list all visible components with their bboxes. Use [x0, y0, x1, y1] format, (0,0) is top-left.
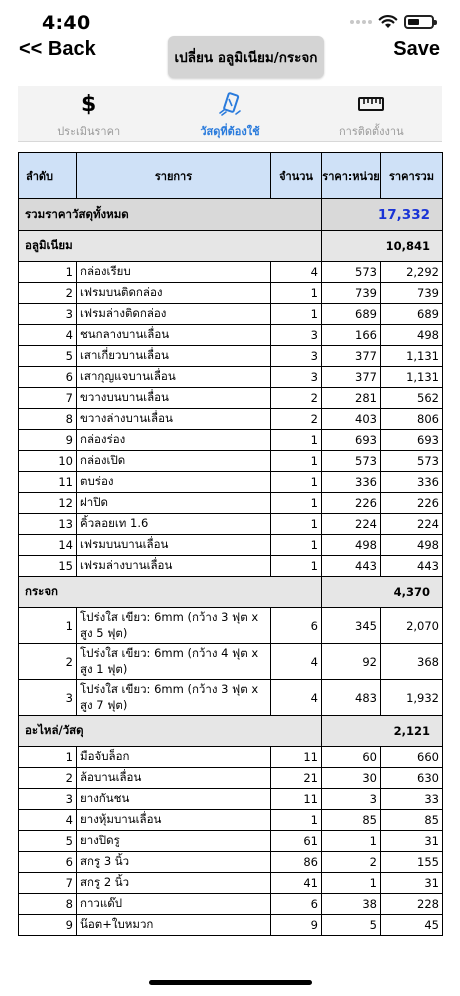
row-total: 1,932: [381, 680, 443, 716]
table-row[interactable]: [19, 304, 443, 325]
row-qty: 2: [271, 388, 322, 409]
row-qty: 1: [271, 304, 322, 325]
grand-total-label: รวมราคาวัสดุทั้งหมด: [19, 199, 322, 231]
row-qty: 4: [271, 262, 322, 283]
table-row[interactable]: [19, 262, 443, 283]
row-total: 155: [381, 852, 443, 873]
section-row: [19, 231, 443, 262]
table-row[interactable]: [19, 768, 443, 789]
row-total: 224: [381, 514, 443, 535]
row-item-name: กาวแด๊ป: [77, 894, 271, 915]
row-unit-price: 60: [322, 747, 381, 768]
row-number: 3: [19, 789, 77, 810]
row-qty: 1: [271, 283, 322, 304]
row-qty: 4: [271, 644, 322, 680]
table-row[interactable]: [19, 556, 443, 577]
row-item-name: ล้อบานเลื่อน: [77, 768, 271, 789]
battery-icon: [404, 15, 434, 29]
header-no: ลำดับ: [19, 153, 77, 199]
row-item-name: กล่องร่อง: [77, 430, 271, 451]
row-number: 7: [19, 873, 77, 894]
row-qty: 1: [271, 556, 322, 577]
row-unit-price: 345: [322, 608, 381, 644]
header-unit-price: ราคา:หน่วย: [322, 153, 381, 199]
row-total: 573: [381, 451, 443, 472]
nav-bar: [0, 34, 460, 80]
row-item-name: ยางปิดรู: [77, 831, 271, 852]
signal-icon: [350, 20, 372, 24]
table-row[interactable]: [19, 283, 443, 304]
row-unit-price: 573: [322, 262, 381, 283]
row-number: 1: [19, 747, 77, 768]
row-total: 1,131: [381, 367, 443, 388]
table-row[interactable]: [19, 346, 443, 367]
row-qty: 2: [271, 409, 322, 430]
tab-installation[interactable]: [301, 86, 442, 141]
table-row[interactable]: [19, 430, 443, 451]
row-number: 3: [19, 304, 77, 325]
row-unit-price: 5: [322, 915, 381, 936]
section-name: อลูมิเนียม: [19, 231, 322, 262]
row-total: 630: [381, 768, 443, 789]
tab-label: การติดตั้งงาน: [339, 125, 404, 138]
row-number: 8: [19, 409, 77, 430]
grand-total-row: [19, 199, 443, 231]
table-header-row: [19, 153, 443, 199]
row-number: 6: [19, 367, 77, 388]
row-unit-price: 336: [322, 472, 381, 493]
row-item-name: เสากุญแจบานเลื่อน: [77, 367, 271, 388]
row-number: 4: [19, 325, 77, 346]
row-item-name: เฟรมบนติดกล่อง: [77, 283, 271, 304]
row-qty: 3: [271, 367, 322, 388]
back-button[interactable]: << Back: [19, 38, 96, 60]
row-number: 1: [19, 608, 77, 644]
table-row[interactable]: [19, 915, 443, 936]
row-item-name: ชนกลางบานเลื่อน: [77, 325, 271, 346]
row-item-name: มือจับล็อก: [77, 747, 271, 768]
wifi-icon: [378, 14, 398, 29]
tab-required-materials[interactable]: [159, 86, 300, 141]
row-number: 10: [19, 451, 77, 472]
row-item-name: ฝาปิด: [77, 493, 271, 514]
row-qty: 9: [271, 915, 322, 936]
row-number: 2: [19, 644, 77, 680]
row-total: 336: [381, 472, 443, 493]
row-number: 1: [19, 262, 77, 283]
row-number: 6: [19, 852, 77, 873]
row-qty: 41: [271, 873, 322, 894]
row-total: 689: [381, 304, 443, 325]
row-unit-price: 498: [322, 535, 381, 556]
row-item-name: ยางกันชน: [77, 789, 271, 810]
row-item-name: ขวางบนบานเลื่อน: [77, 388, 271, 409]
row-number: 7: [19, 388, 77, 409]
row-qty: 86: [271, 852, 322, 873]
row-number: 4: [19, 810, 77, 831]
row-qty: 11: [271, 789, 322, 810]
row-qty: 1: [271, 514, 322, 535]
row-unit-price: 689: [322, 304, 381, 325]
row-number: 3: [19, 680, 77, 716]
row-total: 498: [381, 325, 443, 346]
row-unit-price: 403: [322, 409, 381, 430]
row-item-name: เฟรมล่างติดกล่อง: [77, 304, 271, 325]
row-total: 660: [381, 747, 443, 768]
row-qty: 61: [271, 831, 322, 852]
row-unit-price: 281: [322, 388, 381, 409]
row-number: 11: [19, 472, 77, 493]
table-row[interactable]: [19, 852, 443, 873]
row-unit-price: 38: [322, 894, 381, 915]
row-unit-price: 693: [322, 430, 381, 451]
dollar-icon: $: [81, 91, 97, 117]
row-unit-price: 92: [322, 644, 381, 680]
row-number: 15: [19, 556, 77, 577]
row-qty: 1: [271, 493, 322, 514]
change-material-button[interactable]: เปลี่ยน อลูมิเนียม/กระจก: [168, 36, 324, 78]
home-indicator: [149, 980, 312, 985]
materials-table: [18, 152, 442, 936]
row-item-name: โปร่งใส เขียว: 6mm (กว้าง 4 ฟุต x สูง 1 ฟุต): [77, 644, 271, 680]
row-qty: 4: [271, 680, 322, 716]
row-total: 45: [381, 915, 443, 936]
row-total: 226: [381, 493, 443, 514]
row-item-name: เสาเกี่ยวบานเลื่อน: [77, 346, 271, 367]
table-row[interactable]: [19, 514, 443, 535]
row-number: 9: [19, 430, 77, 451]
row-unit-price: 30: [322, 768, 381, 789]
row-item-name: กล่องเปิด: [77, 451, 271, 472]
row-unit-price: 739: [322, 283, 381, 304]
row-total: 739: [381, 283, 443, 304]
table-row[interactable]: [19, 472, 443, 493]
tab-label: วัสดุที่ต้องใช้: [200, 125, 260, 138]
row-total: 368: [381, 644, 443, 680]
row-item-name: ตบร่อง: [77, 472, 271, 493]
ruler-icon: [358, 92, 384, 116]
row-qty: 1: [271, 451, 322, 472]
row-total: 228: [381, 894, 443, 915]
row-number: 13: [19, 514, 77, 535]
row-total: 2,292: [381, 262, 443, 283]
section-row: [19, 577, 443, 608]
table-row[interactable]: [19, 831, 443, 852]
row-item-name: กล่องเรียบ: [77, 262, 271, 283]
header-total: ราคารวม: [381, 153, 443, 199]
row-item-name: โปร่งใส เขียว: 6mm (กว้าง 3 ฟุต x สูง 7 ฟุต): [77, 680, 271, 716]
row-unit-price: 226: [322, 493, 381, 514]
row-number: 9: [19, 915, 77, 936]
row-number: 14: [19, 535, 77, 556]
section-row: [19, 716, 443, 747]
row-item-name: เฟรมบนบานเลื่อน: [77, 535, 271, 556]
material-icon: [217, 92, 243, 116]
row-qty: 1: [271, 810, 322, 831]
row-qty: 11: [271, 747, 322, 768]
row-unit-price: 1: [322, 831, 381, 852]
row-qty: 6: [271, 608, 322, 644]
table-row[interactable]: [19, 747, 443, 768]
section-name: อะไหล่/วัสดุ: [19, 716, 322, 747]
row-item-name: คิ้วลอยเท 1.6: [77, 514, 271, 535]
row-unit-price: 377: [322, 346, 381, 367]
table-row[interactable]: [19, 810, 443, 831]
row-item-name: สกรู 3 นิ้ว: [77, 852, 271, 873]
table-row[interactable]: [19, 608, 443, 644]
header-qty: จำนวน: [271, 153, 322, 199]
table-row[interactable]: [19, 789, 443, 810]
row-unit-price: 377: [322, 367, 381, 388]
section-total: 2,121: [322, 716, 443, 747]
row-qty: 1: [271, 472, 322, 493]
save-button[interactable]: Save: [393, 38, 440, 60]
row-total: 443: [381, 556, 443, 577]
row-total: 2,070: [381, 608, 443, 644]
row-number: 2: [19, 283, 77, 304]
row-qty: 6: [271, 894, 322, 915]
row-unit-price: 573: [322, 451, 381, 472]
header-item: รายการ: [77, 153, 271, 199]
row-number: 5: [19, 831, 77, 852]
row-total: 85: [381, 810, 443, 831]
row-total: 693: [381, 430, 443, 451]
row-qty: 3: [271, 346, 322, 367]
row-unit-price: 224: [322, 514, 381, 535]
table-row[interactable]: [19, 535, 443, 556]
row-total: 806: [381, 409, 443, 430]
row-total: 562: [381, 388, 443, 409]
row-total: 31: [381, 831, 443, 852]
row-unit-price: 2: [322, 852, 381, 873]
segment-tab-bar: [18, 86, 442, 142]
row-number: 2: [19, 768, 77, 789]
row-total: 1,131: [381, 346, 443, 367]
table-row[interactable]: [19, 894, 443, 915]
table-row[interactable]: [19, 493, 443, 514]
table-row[interactable]: [19, 644, 443, 680]
row-item-name: โปร่งใส เขียว: 6mm (กว้าง 3 ฟุต x สูง 5 ฟุต): [77, 608, 271, 644]
table-row[interactable]: [19, 451, 443, 472]
row-unit-price: 1: [322, 873, 381, 894]
section-name: กระจก: [19, 577, 322, 608]
table-row[interactable]: [19, 873, 443, 894]
table-row[interactable]: [19, 325, 443, 346]
row-total: 31: [381, 873, 443, 894]
row-number: 8: [19, 894, 77, 915]
row-qty: 21: [271, 768, 322, 789]
table-row[interactable]: [19, 367, 443, 388]
row-item-name: เฟรมล่างบานเลื่อน: [77, 556, 271, 577]
tab-price-estimate[interactable]: [18, 86, 159, 141]
row-unit-price: 3: [322, 789, 381, 810]
row-total: 498: [381, 535, 443, 556]
section-total: 10,841: [322, 231, 443, 262]
row-unit-price: 166: [322, 325, 381, 346]
row-unit-price: 483: [322, 680, 381, 716]
table-row[interactable]: [19, 680, 443, 716]
section-total: 4,370: [322, 577, 443, 608]
row-item-name: ยางหุ้มบานเลื่อน: [77, 810, 271, 831]
row-total: 33: [381, 789, 443, 810]
row-number: 12: [19, 493, 77, 514]
grand-total-value: 17,332: [322, 199, 443, 231]
row-item-name: สกรู 2 นิ้ว: [77, 873, 271, 894]
row-number: 5: [19, 346, 77, 367]
tab-label: ประเมินราคา: [57, 125, 121, 138]
row-item-name: ขวางล่างบานเลื่อน: [77, 409, 271, 430]
table-row[interactable]: [19, 409, 443, 430]
table-row[interactable]: [19, 388, 443, 409]
row-qty: 3: [271, 325, 322, 346]
status-icons: [350, 14, 434, 29]
row-item-name: น๊อต+ใบหมวก: [77, 915, 271, 936]
row-unit-price: 85: [322, 810, 381, 831]
status-time: 4:40: [42, 12, 91, 34]
row-qty: 1: [271, 430, 322, 451]
row-qty: 1: [271, 535, 322, 556]
row-unit-price: 443: [322, 556, 381, 577]
